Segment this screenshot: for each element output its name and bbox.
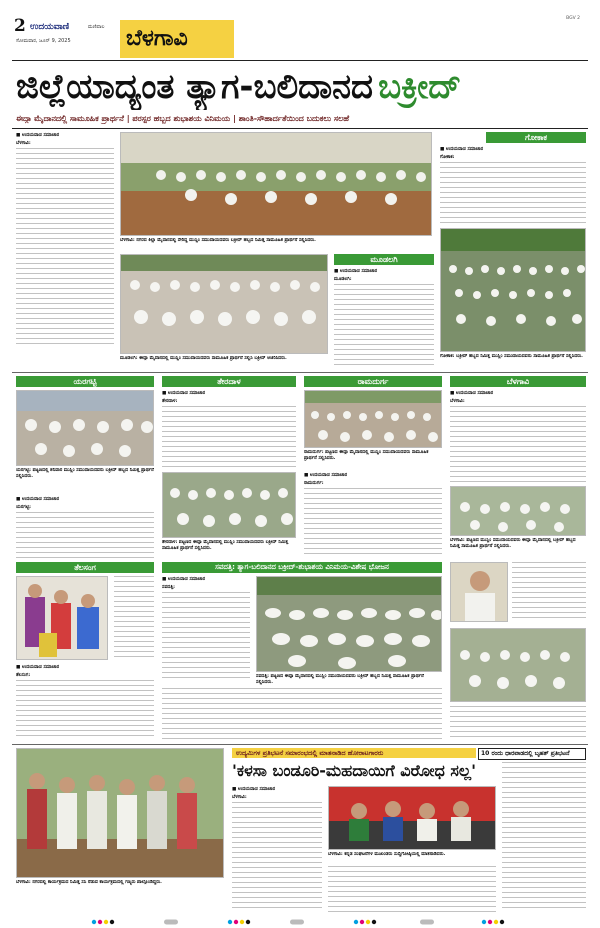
bottom-left-photo — [16, 748, 224, 878]
section-head-yaragatti: ಯರಗಟ್ಟಿ — [16, 376, 154, 387]
edition-badge — [120, 20, 234, 58]
kalasa-photo-caption: ಬೆಳಗಾವಿ: ಕನ್ನಡ ಸಂಘಟನೆಗಳ ಮುಖಂಡರು ಸುದ್ದಿಗೋಷ್ಠಿಯಲ್ಲಿ ಮಾತನಾಡಿದರು. — [328, 852, 446, 857]
ramdurg-dateline: ರಾಮದುರ್ಗ: — [304, 481, 324, 486]
lead-photo-caption: ಬೆಳಗಾವಿ: ನಗರದ ಕಿಲ್ಲಾ ಮೈದಾನದಲ್ಲಿ ಸೇರಿದ್ದ ಮುಸ್ಲಿಂ ಸಮುದಾಯದವರು ಬಕ್ರೀದ್ ಹಬ್ಬದ ನಿಮಿತ್ತ ಸಾಮೂಹಿಕ ಪ್ರಾರ್ಥನೆ ಸಲ್ಲಿಸಿದರು. — [120, 238, 316, 243]
section-head-savadatti: ಸವದತ್ತಿ: ತ್ಯಾಗ-ಬಲಿದಾನದ ಬಕ್ರೀದ್-ಶುಭಾಶಯ ವಿನಿಮಯ-ವಿಶೇಷ ಭೋಜನ — [162, 562, 442, 573]
date-line: ಸೋಮವಾರ, ಜೂನ್ 9, 2025 — [16, 38, 71, 44]
lead-byline: ■ ಉದಯವಾಣಿ ಸಮಾಚಾರ — [16, 133, 60, 138]
section-head-belagavi-small: ಬೆಳಗಾವಿ — [450, 376, 586, 387]
yaragatti-body-text — [16, 512, 154, 566]
telsang-dateline: ತೆಲಸಂಗ: — [16, 673, 31, 678]
kalasa-byline: ■ ಉದಯವಾಣಿ ಸಮಾಚಾರ — [232, 787, 276, 792]
savadatti-body-text-2 — [162, 688, 442, 740]
kalasa-body-text-1 — [232, 802, 322, 912]
belagavi-small-dateline: ಬೆಳಗಾವಿ: — [450, 399, 465, 404]
yaragatti-photo-caption: ಯರಗಟ್ಟಿ: ಪಟ್ಟಣದಲ್ಲಿ ಶನಿವಾರ ಮುಸ್ಲಿಂ ಸಮುದಾಯದವರು ಬಕ್ರೀದ್ ಹಬ್ಬದ ನಿಮಿತ್ತ ಪ್ರಾರ್ಥನೆ ಸಲ್ಲಿಸಿದರು. — [16, 468, 154, 479]
savadatti-byline: ■ ಉದಯವಾಣಿ ಸಮಾಚಾರ — [162, 577, 206, 582]
terdal-photo — [162, 472, 296, 538]
telsang-photo — [16, 576, 108, 660]
edition-name: ಬೆಳಗಾವಿ — [126, 26, 188, 51]
kalasa-body-text-2 — [328, 866, 496, 912]
belagavi-small-photo — [450, 486, 586, 536]
ramdurg-photo-caption: ರಾಮದುರ್ಗ: ಪಟ್ಟಣದ ಈದ್ಗಾ ಮೈದಾನದಲ್ಲಿ ಮುಸ್ಲಿಂ ಸಮುದಾಯದವರು ಸಾಮೂಹಿಕ ಪ್ರಾರ್ಥನೆ ಸಲ್ಲಿಸಿದರು. — [304, 450, 429, 461]
lead-headline-main: ಜಿಲ್ಲೆಯಾದ್ಯಂತ ತ್ಯಾಗ-ಬಲಿದಾನದ — [16, 67, 374, 107]
right-bottom-body-text — [502, 762, 586, 912]
masthead-rule — [12, 60, 588, 61]
savadatti-dateline: ಸವದತ್ತಿ: — [162, 585, 176, 590]
lead-body-text — [16, 148, 114, 348]
lead-headline — [16, 64, 586, 110]
telsang-body-text — [16, 680, 154, 740]
kalasa-headline: 'ಕಳಸಾ ಬಂಡೂರಿ-ಮಹದಾಯಿಗೆ ವಿರೋಧ ಸಲ್ಲ' — [232, 761, 477, 780]
ramdurg-photo — [304, 390, 442, 448]
section-head-gokak: ಗೋಕಾಕ — [486, 132, 586, 143]
lead-dateline: ಬೆಳಗಾವಿ: — [16, 141, 31, 146]
telsang-byline: ■ ಉದಯವಾಣಿ ಸಮಾಚಾರ — [16, 665, 60, 670]
mudalagi-dateline: ಮೂಡಲಗಿ: — [334, 277, 352, 282]
bottom-left-photo-caption: ಬೆಳಗಾವಿ: ನಗರದಲ್ಲಿ ಕಾರ್ಯಕ್ರಮದ ನಿಮಿತ್ತ ಸಸಿ ನೆಡುವ ಕಾರ್ಯಕ್ರಮದಲ್ಲಿ ಗಣ್ಯರು ಪಾಲ್ಗೊಂಡಿದ್ದರು. — [16, 880, 162, 885]
subhead-rule — [12, 128, 588, 129]
gokak-photo — [440, 228, 586, 352]
gokak-byline: ■ ಉದಯವಾಣಿ ಸಮಾಚಾರ — [440, 147, 484, 152]
lead-photo — [120, 132, 432, 236]
gokak-body-text — [440, 162, 586, 224]
terdal-body-text — [162, 406, 296, 468]
mudalagi-photo-caption: ಮೂಡಲಗಿ: ಈದ್ಗಾ ಮೈದಾನದಲ್ಲಿ ಮುಸ್ಲಿಂ ಸಮುದಾಯದವರು ಸಾಮೂಹಿಕ ಪ್ರಾರ್ಥನೆ ಸಲ್ಲಿಸಿ ಬಕ್ರೀದ್ ಆಚರಿಸಿದರು. — [120, 356, 287, 361]
rule-1 — [12, 372, 588, 373]
terdal-photo-caption: ತೇರದಾಳ: ಪಟ್ಟಣದ ಈದ್ಗಾ ಮೈದಾನದಲ್ಲಿ ಮುಸ್ಲಿಂ ಸಮುದಾಯದವರು ಬಕ್ರೀದ್ ನಿಮಿತ್ತ ಸಾಮೂಹಿಕ ಪ್ರಾರ್ಥನೆ ಸಲ್ಲಿಸಿದರು. — [162, 540, 289, 551]
right-bottom-kicker: 10 ರಂದು ಧಾರವಾಡದಲ್ಲಿ ಬೃಹತ್ ಪ್ರತಿಭಟನೆ — [478, 748, 586, 760]
page-number: 2 — [14, 16, 26, 36]
paper-suffix: ಮಣಿಪಾಲ — [88, 24, 105, 30]
gokak-dateline: ಗೋಕಾಕ: — [440, 155, 455, 160]
right-portrait-photo — [450, 562, 508, 622]
section-head-ramdurg: ರಾಮದುರ್ಗ — [304, 376, 442, 387]
registration-marks — [0, 912, 600, 922]
section-head-terdal: ತೇರದಾಳ — [162, 376, 296, 387]
right-side-text — [512, 562, 586, 622]
terdal-byline: ■ ಉದಯವಾಣಿ ಸಮಾಚಾರ — [162, 391, 206, 396]
yaragatti-photo — [16, 390, 154, 466]
yaragatti-dateline: ಯರಗಟ್ಟಿ: — [16, 505, 32, 510]
section-head-telsang: ತೆಲಸಂಗ — [16, 562, 154, 573]
lead-headline-accent: ಬಕ್ರೀದ್ — [378, 67, 462, 107]
kalasa-dateline: ಬೆಳಗಾವಿ: — [232, 795, 247, 800]
mudalagi-photo — [120, 254, 328, 354]
telsang-side-text — [114, 576, 154, 660]
page-code: BGV 2 — [566, 16, 580, 21]
ramdurg-byline: ■ ಉದಯವಾಣಿ ಸಮಾಚಾರ — [304, 473, 348, 478]
ramdurg-body-text — [304, 488, 442, 554]
paper-name: ಉದಯವಾಣಿ — [30, 22, 70, 32]
kalasa-photo — [328, 786, 496, 850]
lead-subhead: ಈದ್ಗಾ ಮೈದಾನದಲ್ಲಿ ಸಾಮೂಹಿಕ ಪ್ರಾರ್ಥನೆ | ಪರಸ್ಪರ ಹಬ್ಬದ ಶುಭಾಶಯ ವಿನಿಮಯ | ಶಾಂತಿ-ಸೌಹಾರ್ದತೆಯಿಂದ ಬದುಕಲು ಸಲಹೆ — [16, 114, 350, 123]
belagavi-small-photo-caption: ಬೆಳಗಾವಿ: ಪಟ್ಟಣದ ಮುಸ್ಲಿಂ ಸಮುದಾಯದವರು ಈದ್ಗಾ ಮೈದಾನದಲ್ಲಿ ಬಕ್ರೀದ್ ಹಬ್ಬದ ನಿಮಿತ್ತ ಸಾಮೂಹಿಕ ಪ್ರಾರ್ಥನೆ ಸಲ್ಲಿಸಿದರು. — [450, 538, 576, 549]
masthead — [0, 0, 600, 62]
gokak-photo-caption: ಗೋಕಾಕ: ಬಕ್ರೀದ್ ಹಬ್ಬದ ನಿಮಿತ್ತ ಮುಸ್ಲಿಂ ಸಮುದಾಯದವರು ಸಾಮೂಹಿಕ ಪ್ರಾರ್ಥನೆ ಸಲ್ಲಿಸಿದರು. — [440, 354, 583, 359]
right-bottom-text — [450, 706, 586, 740]
rule-2 — [12, 744, 588, 745]
kalasa-kicker: ಉದ್ಯಮಿಗಳ ಪ್ರತಿಭಟನೆ ಸಮಾರಂಭದಲ್ಲಿ ಮಾತನಾಡಿದ ಹೋರಾಟಗಾರರು — [232, 748, 476, 758]
savadatti-body-text-1 — [162, 592, 250, 678]
right-crowd-photo — [450, 628, 586, 702]
belagavi-small-byline: ■ ಉದಯವಾಣಿ ಸಮಾಚಾರ — [450, 391, 494, 396]
savadatti-photo-caption: ಸವದತ್ತಿ: ಪಟ್ಟಣದ ಈದ್ಗಾ ಮೈದಾನದಲ್ಲಿ ಮುಸ್ಲಿಂ ಸಮುದಾಯದವರು ಬಕ್ರೀದ್ ಹಬ್ಬದ ನಿಮಿತ್ತ ಸಾಮೂಹಿಕ ಪ್ರಾರ್ಥನೆ ಸಲ್ಲಿಸಿದರು. — [256, 674, 424, 685]
section-head-mudalagi: ಮೂಡಲಗಿ — [334, 254, 434, 265]
yaragatti-byline: ■ ಉದಯವಾಣಿ ಸಮಾಚಾರ — [16, 497, 60, 502]
terdal-dateline: ತೇರದಾಳ: — [162, 399, 178, 404]
mudalagi-byline: ■ ಉದಯವಾಣಿ ಸಮಾಚಾರ — [334, 269, 378, 274]
savadatti-photo — [256, 576, 442, 672]
mudalagi-body-text — [334, 284, 434, 366]
belagavi-small-body-text — [450, 406, 586, 482]
